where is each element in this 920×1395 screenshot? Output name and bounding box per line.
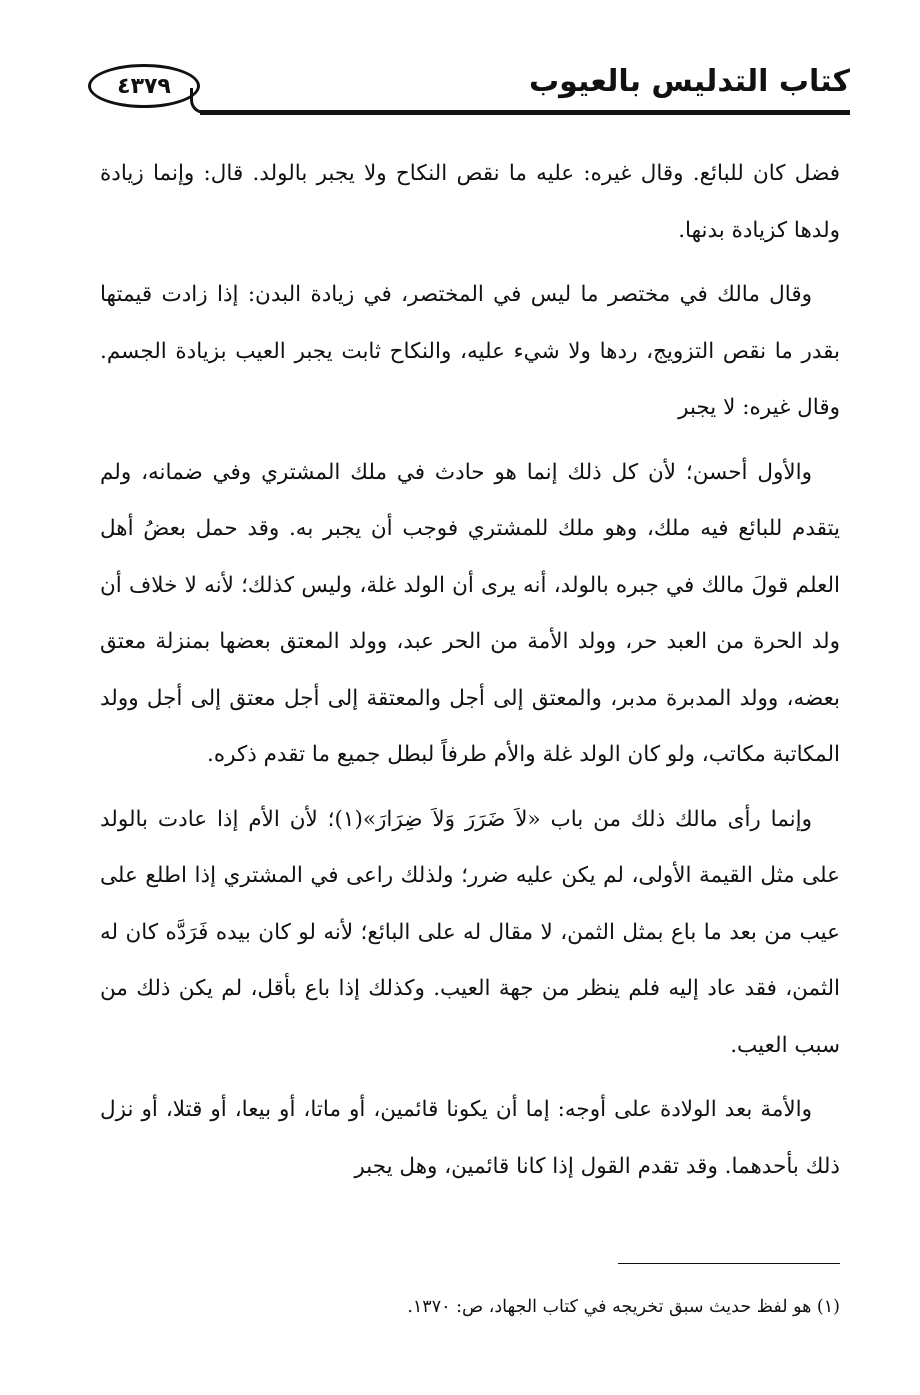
header-rule	[200, 110, 850, 115]
paragraph: وإنما رأى مالك ذلك من باب «لاَ ضَرَرَ وَلاَ ضِرَارَ»(١)؛ لأن الأم إذا عادت بالولد على مثل القيمة الأولى، لم يكن عليه ضرر؛ ولذلك راعى في المشتري إذا اطلع على عيب من بعد ما باع بمثل الثمن، لا مقال له على البائع؛ لأنه لو كان بيده فَرَدَّه كان له الثمن، فقد عاد إليه فلم ينظر من جهة العيب. وكذلك إذا باع بأقل، لم يكن ذلك من سبب العيب.	[100, 806, 840, 1058]
paragraph: وقال مالك في مختصر ما ليس في المختصر، في زيادة البدن: إذا زادت قيمتها بقدر ما نقص التزويج، ردها ولا شيء عليه، والنكاح ثابت يجبر العيب بزيادة الجسم. وقال غيره: لا يجبر	[100, 282, 840, 420]
footnote-divider	[618, 1263, 840, 1264]
paragraph: فضل كان للبائع. وقال غيره: عليه ما نقص النكاح ولا يجبر بالولد. قال: وإنما زيادة ولدها كزيادة بدنها.	[100, 161, 840, 243]
paragraph: والأمة بعد الولادة على أوجه: إما أن يكونا قائمين، أو ماتا، أو بيعا، أو قتلا، أو نزل ذلك بأحدهما. وقد تقدم القول إذا كانا قائمين، وهل يجبر	[100, 1097, 840, 1179]
paragraph: والأول أحسن؛ لأن كل ذلك إنما هو حادث في ملك المشتري وفي ضمانه، ولم يتقدم للبائع فيه ملك، وهو ملك للمشتري فوجب أن يجبر به. وقد حمل بعضُ أهل العلم قولَ مالك في جبره بالولد، أنه يرى أن الولد غلة، وليس كذلك؛ لأنه لا خلاف أن ولد الحرة من العبد حر، وولد الأمة من الحر عبد، وولد المعتق بعضها بمنزلة معتق بعضه، وولد المدبرة مدبر، والمعتق إلى أجل والمعتقة إلى أجل معتق إلى أجل وولد المكاتبة مكاتب، ولو كان الولد غلة والأم طرفاً لبطل جميع ما تقدم ذكره.	[100, 459, 840, 767]
page-number: ٤٣٧٩	[88, 64, 200, 108]
book-title: كتاب التدليس بالعيوب	[529, 64, 850, 99]
footnote: (١) هو لفظ حديث سبق تخريجه في كتاب الجهاد، ص: ١٣٧٠.	[407, 1297, 840, 1317]
page-header	[88, 56, 850, 126]
main-text	[100, 146, 840, 1203]
